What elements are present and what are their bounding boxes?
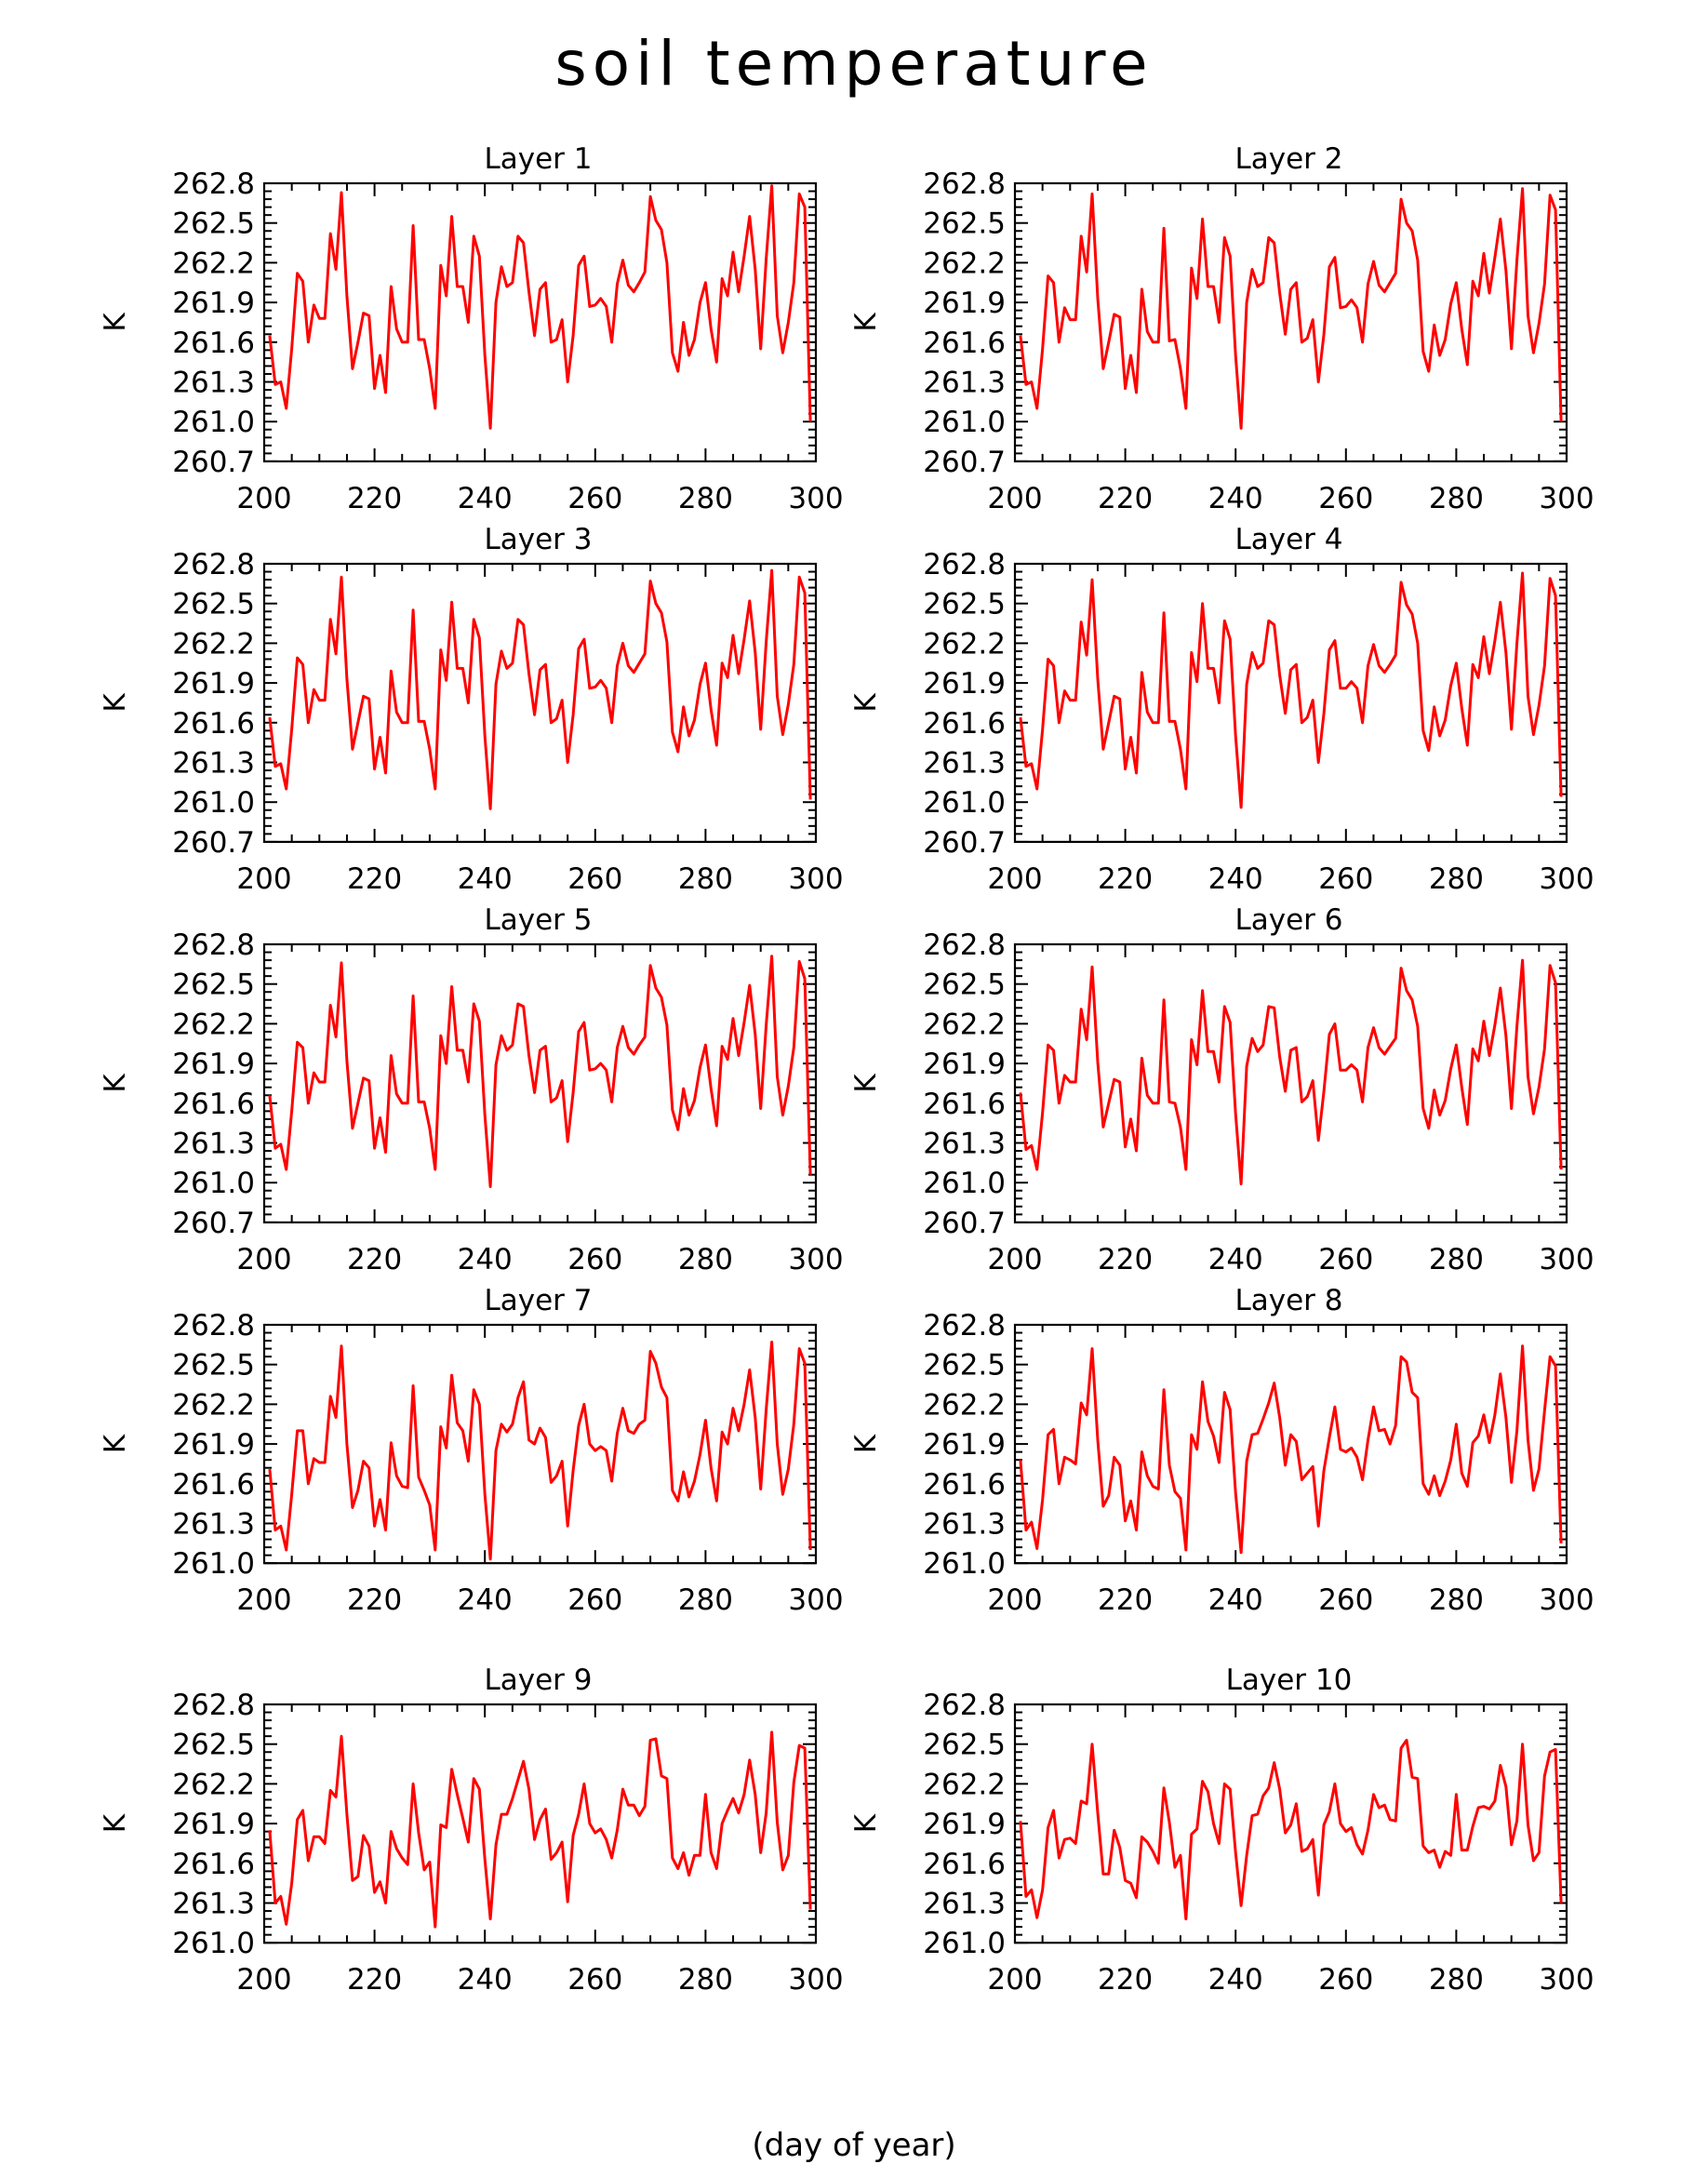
x-tick-label: 280 [677,862,733,896]
y-tick-label: 262.5 [923,1728,1006,1762]
y-tick-label: 261.0 [172,1927,255,1961]
y-tick-label: 262.8 [923,928,1006,962]
series-line [270,1342,810,1559]
panel-layer-10 [849,1663,1595,1997]
y-tick-label: 261.6 [172,706,255,741]
x-tick-label: 220 [1098,1963,1154,1997]
y-tick-label: 262.2 [172,627,255,661]
x-tick-label: 240 [1208,862,1263,896]
x-tick-label: 280 [1428,1963,1484,1997]
x-tick-label: 280 [1428,1242,1484,1276]
y-tick-label: 261.9 [172,667,255,701]
y-tick-label: 260.7 [923,1206,1006,1240]
y-tick-label: 261.9 [172,287,255,321]
x-tick-label: 240 [457,862,513,896]
y-tick-label: 261.3 [172,366,255,400]
bottom-axis-label: (day of year) [752,2127,956,2164]
y-axis-label: K [849,1434,883,1454]
plot-frame [264,564,816,842]
y-tick-label: 261.6 [923,1467,1006,1502]
y-tick-label: 261.3 [172,1887,255,1921]
x-tick-label: 280 [677,1963,733,1997]
x-tick-label: 220 [1098,481,1154,515]
y-axis-label: K [849,313,883,332]
panel-title: Layer 7 [484,1284,593,1317]
y-axis-label: K [849,1813,883,1834]
y-tick-label: 260.7 [172,445,255,479]
y-tick-label: 261.6 [923,1847,1006,1881]
panel-layer-9 [99,1663,844,1997]
x-tick-label: 280 [677,481,733,515]
y-axis-label: K [99,1434,132,1454]
y-tick-label: 261.0 [172,406,255,440]
x-tick-label: 240 [457,1963,513,1997]
panel-layer-2 [849,142,1595,515]
y-tick-label: 261.3 [923,1887,1006,1921]
x-tick-label: 220 [347,481,403,515]
x-tick-label: 260 [1318,862,1374,896]
y-tick-label: 261.9 [172,1808,255,1842]
y-tick-label: 262.8 [172,548,255,581]
y-tick-label: 261.6 [172,1847,255,1881]
x-tick-label: 240 [1208,1963,1263,1997]
x-tick-label: 200 [987,1963,1043,1997]
y-tick-label: 262.5 [172,207,255,241]
x-tick-label: 220 [347,1963,403,1997]
y-tick-label: 261.9 [923,1808,1006,1842]
series-line [270,1732,810,1927]
x-tick-label: 260 [567,1963,623,1997]
y-tick-label: 262.2 [923,247,1006,281]
y-tick-label: 262.8 [172,1689,255,1722]
y-tick-label: 261.0 [923,1927,1006,1961]
series-line [270,186,810,429]
series-line [270,956,810,1187]
y-tick-label: 261.9 [172,1048,255,1082]
plot-frame [1015,183,1567,461]
y-tick-label: 262.8 [172,1309,255,1342]
panel-title: Layer 5 [484,903,593,937]
series-line [1021,1346,1561,1553]
y-tick-label: 262.8 [923,167,1006,201]
x-tick-label: 200 [236,862,292,896]
x-tick-label: 240 [1208,481,1263,515]
x-tick-label: 300 [1539,1963,1595,1997]
y-axis-label: K [99,313,132,332]
x-tick-label: 200 [987,862,1043,896]
y-tick-label: 261.3 [923,1507,1006,1542]
y-tick-label: 261.6 [172,1467,255,1502]
x-tick-label: 300 [788,1583,844,1618]
y-tick-label: 262.2 [172,1008,255,1042]
y-tick-label: 262.8 [172,167,255,201]
x-tick-label: 200 [236,1242,292,1276]
y-tick-label: 262.5 [923,968,1006,1002]
x-tick-label: 300 [788,1242,844,1276]
x-tick-label: 300 [1539,481,1595,515]
x-tick-label: 280 [1428,862,1484,896]
panel-title: Layer 4 [1234,523,1343,556]
panel-layer-3 [99,523,844,896]
x-tick-label: 280 [1428,1583,1484,1618]
x-tick-label: 240 [457,1242,513,1276]
x-tick-label: 220 [347,1242,403,1276]
y-tick-label: 262.2 [172,1768,255,1802]
y-tick-label: 262.5 [172,1348,255,1383]
x-tick-label: 260 [1318,1583,1374,1618]
plot-frame [264,944,816,1222]
panel-title: Layer 3 [484,523,593,556]
y-tick-label: 261.3 [172,1507,255,1542]
y-axis-label: K [849,1074,883,1093]
y-tick-label: 261.0 [923,786,1006,821]
y-tick-label: 261.0 [172,1167,255,1201]
x-tick-label: 280 [677,1242,733,1276]
x-tick-label: 220 [1098,1583,1154,1618]
plot-frame [1015,944,1567,1222]
y-tick-label: 260.7 [923,825,1006,860]
y-tick-label: 262.8 [923,1309,1006,1342]
y-tick-label: 262.2 [923,1388,1006,1423]
y-tick-label: 261.3 [172,1127,255,1161]
y-tick-label: 261.0 [172,786,255,821]
x-tick-label: 240 [1208,1242,1263,1276]
y-tick-label: 261.9 [923,667,1006,701]
y-tick-label: 261.6 [923,706,1006,741]
y-axis-label: K [99,693,132,713]
x-tick-label: 200 [987,481,1043,515]
x-tick-label: 200 [236,1963,292,1997]
y-tick-label: 261.3 [923,366,1006,400]
x-tick-label: 300 [788,1963,844,1997]
y-tick-label: 261.9 [172,1428,255,1463]
plot-frame [264,183,816,461]
panel-title: Layer 6 [1234,903,1343,937]
series-line [1021,1740,1561,1918]
x-tick-label: 240 [1208,1583,1263,1618]
panel-title: Layer 8 [1234,1284,1343,1317]
x-tick-label: 220 [1098,1242,1154,1276]
y-tick-label: 261.6 [172,326,255,360]
x-tick-label: 220 [347,862,403,896]
x-tick-label: 260 [1318,1963,1374,1997]
y-tick-label: 262.2 [172,1388,255,1423]
x-tick-label: 200 [236,1583,292,1618]
panel-title: Layer 2 [1234,142,1343,176]
y-axis-label: K [99,1074,132,1093]
x-tick-label: 200 [987,1242,1043,1276]
x-tick-label: 260 [567,1583,623,1618]
y-tick-label: 260.7 [172,825,255,860]
y-tick-label: 262.5 [172,968,255,1002]
x-tick-label: 220 [1098,862,1154,896]
x-tick-label: 260 [1318,1242,1374,1276]
y-tick-label: 261.6 [923,1087,1006,1121]
x-tick-label: 220 [347,1583,403,1618]
panel-layer-8 [849,1284,1595,1617]
y-tick-label: 260.7 [172,1206,255,1240]
series-line [1021,189,1561,429]
y-tick-label: 262.5 [923,1348,1006,1383]
y-tick-label: 262.8 [923,548,1006,581]
x-tick-label: 240 [457,1583,513,1618]
x-tick-label: 280 [677,1583,733,1618]
y-tick-label: 262.2 [923,1008,1006,1042]
x-tick-label: 300 [1539,1242,1595,1276]
panel-title: Layer 10 [1225,1663,1353,1697]
x-tick-label: 300 [1539,1583,1595,1618]
panel-layer-7 [99,1284,844,1617]
y-tick-label: 261.9 [923,287,1006,321]
x-tick-label: 280 [1428,481,1484,515]
y-tick-label: 260.7 [923,445,1006,479]
y-tick-label: 261.0 [172,1547,255,1582]
x-tick-label: 260 [1318,481,1374,515]
y-tick-label: 261.6 [172,1087,255,1121]
series-line [1021,573,1561,808]
plot-frame [1015,564,1567,842]
y-tick-label: 261.3 [923,1127,1006,1161]
x-tick-label: 260 [567,862,623,896]
x-tick-label: 260 [567,481,623,515]
series-line [1021,960,1561,1184]
panel-title: Layer 9 [484,1663,593,1697]
y-tick-label: 262.8 [172,928,255,962]
x-tick-label: 300 [1539,862,1595,896]
x-tick-label: 300 [788,481,844,515]
y-tick-label: 261.9 [923,1428,1006,1463]
page-title: soil temperature [554,28,1154,100]
x-tick-label: 260 [567,1242,623,1276]
series-line [270,570,810,808]
y-tick-label: 262.5 [923,587,1006,621]
y-tick-label: 262.5 [172,1728,255,1762]
x-tick-label: 300 [788,862,844,896]
y-tick-label: 261.6 [923,326,1006,360]
y-tick-label: 262.5 [923,207,1006,241]
panel-layer-1 [99,142,844,515]
x-tick-label: 200 [236,481,292,515]
y-tick-label: 261.3 [923,746,1006,781]
x-tick-label: 200 [987,1583,1043,1618]
y-tick-label: 262.2 [172,247,255,281]
y-tick-label: 262.2 [923,1768,1006,1802]
y-tick-label: 261.0 [923,406,1006,440]
y-axis-label: K [99,1813,132,1834]
y-tick-label: 262.8 [923,1689,1006,1722]
y-tick-label: 261.0 [923,1547,1006,1582]
panel-layer-4 [849,523,1595,896]
y-tick-label: 261.3 [172,746,255,781]
y-tick-label: 261.0 [923,1167,1006,1201]
y-tick-label: 262.2 [923,627,1006,661]
panel-layer-5 [99,903,844,1276]
y-axis-label: K [849,693,883,713]
panel-layer-6 [849,903,1595,1276]
panel-title: Layer 1 [484,142,593,176]
y-tick-label: 261.9 [923,1048,1006,1082]
y-tick-label: 262.5 [172,587,255,621]
x-tick-label: 240 [457,481,513,515]
